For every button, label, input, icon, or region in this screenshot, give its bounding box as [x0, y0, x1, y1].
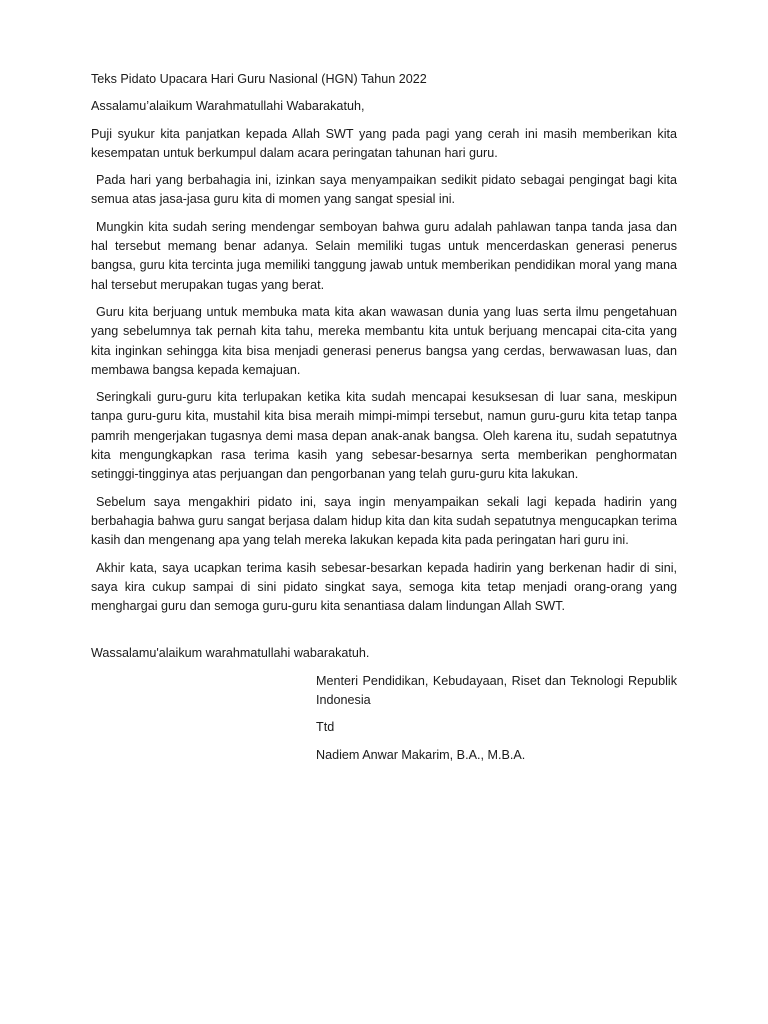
paragraph-3: Mungkin kita sudah sering mendengar semboyan bahwa guru adalah pahlawan tanpa tanda jasa dan hal tersebut memang benar adanya. Selain memiliki tugas untuk mencerdaskan generasi penerus bangsa, guru kita tercinta juga memiliki tanggung jawab untuk memberikan pendidikan moral yang mana hal tersebut merupakan tugas yang berat. — [91, 219, 677, 292]
signature-block — [316, 672, 677, 765]
closing-greeting: Wassalamu'alaikum warahmatullahi wabarakatuh. — [91, 646, 370, 661]
document-body — [91, 70, 677, 773]
paragraph-1: Puji syukur kita panjatkan kepada Allah SWT yang pada pagi yang cerah ini masih memberikan kita kesempatan untuk berkumpul dalam acara peringatan tahunan hari guru. — [91, 126, 677, 160]
paragraph-6: Sebelum saya mengakhiri pidato ini, saya ingin menyampaikan sekali lagi kepada hadirin yang berbahagia bahwa guru sangat berjasa dalam hidup kita dan kita sudah sepatutnya mengucapkan terima kasih dan mengenang apa yang telah mereka lakukan kepada kita pada peringatan hari guru ini. — [91, 494, 677, 548]
signature-name: Nadiem Anwar Makarim, B.A., M.B.A. — [316, 747, 526, 762]
paragraph-7: Akhir kata, saya ucapkan terima kasih sebesar-besarkan kepada hadirin yang berkenan hadir di sini, saya kira cukup sampai di sini pidato singkat saya, semoga kita tetap menjadi orang-orang yang menghargai guru dan semoga guru-guru kita senantiasa dalam lindungan Allah SWT. — [91, 560, 677, 614]
signature-position: Menteri Pendidikan, Kebudayaan, Riset dan Teknologi Republik Indonesia — [316, 673, 677, 708]
paragraph-2: Pada hari yang berbahagia ini, izinkan saya menyampaikan sedikit pidato sebagai pengingat bagi kita semua atas jasa-jasa guru kita di momen yang sangat spesial ini. — [91, 173, 677, 207]
signature-ttd: Ttd — [316, 720, 335, 735]
paragraph-5: Seringkali guru-guru kita terlupakan ketika kita sudah mencapai kesuksesan di luar sana, meskipun tanpa guru-guru kita, mustahil kita bisa meraih mimpi-mimpi tersebut, namun guru-guru kita tetap tanpa pamrih mengerjakan tugasnya demi masa depan anak-anak bangsa. Oleh karena itu, sudah sepatutnya kita mengungkapkan rasa terima kasih yang sebesar-besarnya serta memberikan penghormatan setinggi-tingginya atas perjuangan dan pengorbanan yang telah guru-guru kita lakukan. — [91, 390, 677, 482]
document-title: Teks Pidato Upacara Hari Guru Nasional (HGN) Tahun 2022 — [91, 72, 427, 86]
opening-greeting: Assalamu’alaikum Warahmatullahi Wabarakatuh, — [91, 99, 365, 114]
paragraph-4: Guru kita berjuang untuk membuka mata kita akan wawasan dunia yang luas serta ilmu pengetahuan yang sebelumnya tak pernah kita tahu, mereka membantu kita untuk berjuang mencapai cita-cita yang kita inginkan sehingga kita bisa menjadi generasi penerus bangsa yang cerdas, berwawasan luas, dan membawa bangsa kepada kemajuan. — [91, 304, 677, 377]
